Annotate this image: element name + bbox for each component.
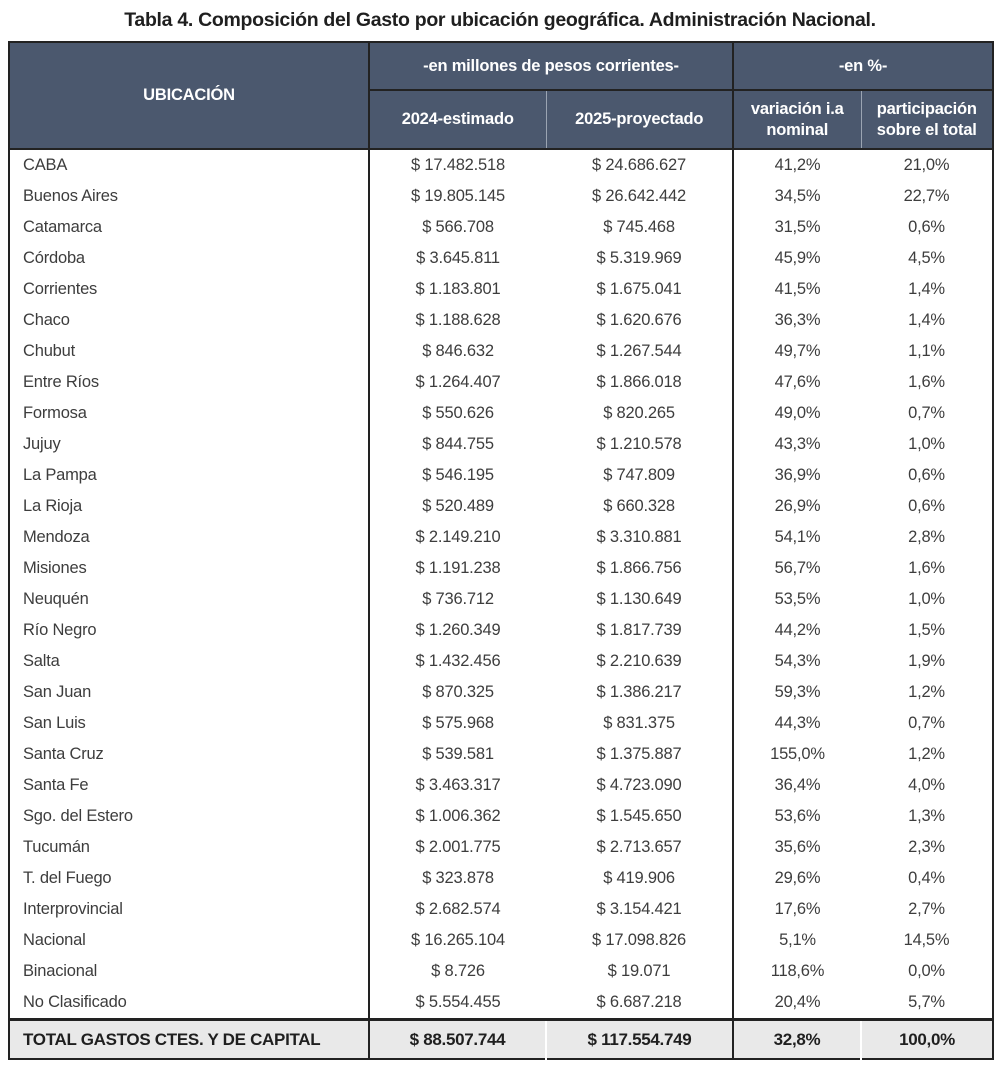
cell-2024-estimado: $ 1.183.801 xyxy=(369,274,546,305)
cell-variacion-nominal: 26,9% xyxy=(733,491,861,522)
cell-ubicacion: Río Negro xyxy=(9,615,369,646)
table-row xyxy=(9,677,993,708)
cell-participacion-total: 1,3% xyxy=(861,801,993,832)
cell-ubicacion: Santa Fe xyxy=(9,770,369,801)
cell-participacion-total: 1,5% xyxy=(861,615,993,646)
cell-participacion-total: 1,2% xyxy=(861,739,993,770)
cell-participacion-total: 1,1% xyxy=(861,336,993,367)
cell-ubicacion: Neuquén xyxy=(9,584,369,615)
cell-ubicacion: Córdoba xyxy=(9,243,369,274)
cell-ubicacion: Interprovincial xyxy=(9,894,369,925)
cell-variacion-nominal: 155,0% xyxy=(733,739,861,770)
cell-variacion-nominal: 41,2% xyxy=(733,149,861,181)
cell-2025-proyectado: $ 1.386.217 xyxy=(546,677,733,708)
cell-2024-estimado: $ 3.463.317 xyxy=(369,770,546,801)
table-row xyxy=(9,770,993,801)
cell-2024-estimado: $ 2.001.775 xyxy=(369,832,546,863)
table-row xyxy=(9,305,993,336)
total-participacion-total: 100,0% xyxy=(861,1020,993,1060)
cell-variacion-nominal: 36,4% xyxy=(733,770,861,801)
cell-2024-estimado: $ 736.712 xyxy=(369,584,546,615)
cell-participacion-total: 0,6% xyxy=(861,212,993,243)
cell-ubicacion: San Luis xyxy=(9,708,369,739)
cell-participacion-total: 4,0% xyxy=(861,770,993,801)
cell-ubicacion: No Clasificado xyxy=(9,987,369,1020)
group-header-pesos-corrientes: -en millones de pesos corrientes- xyxy=(369,42,733,90)
cell-variacion-nominal: 44,2% xyxy=(733,615,861,646)
cell-2025-proyectado: $ 1.130.649 xyxy=(546,584,733,615)
cell-2024-estimado: $ 566.708 xyxy=(369,212,546,243)
cell-ubicacion: La Rioja xyxy=(9,491,369,522)
cell-participacion-total: 4,5% xyxy=(861,243,993,274)
cell-ubicacion: Entre Ríos xyxy=(9,367,369,398)
table-row xyxy=(9,987,993,1020)
cell-participacion-total: 2,7% xyxy=(861,894,993,925)
cell-participacion-total: 1,4% xyxy=(861,274,993,305)
cell-2025-proyectado: $ 19.071 xyxy=(546,956,733,987)
table-row xyxy=(9,832,993,863)
table-row xyxy=(9,739,993,770)
table-row xyxy=(9,181,993,212)
cell-variacion-nominal: 41,5% xyxy=(733,274,861,305)
cell-variacion-nominal: 49,7% xyxy=(733,336,861,367)
cell-2024-estimado: $ 1.432.456 xyxy=(369,646,546,677)
table-row xyxy=(9,460,993,491)
cell-variacion-nominal: 43,3% xyxy=(733,429,861,460)
table-row xyxy=(9,212,993,243)
table-footer xyxy=(9,1020,993,1060)
table-row xyxy=(9,429,993,460)
cell-participacion-total: 1,0% xyxy=(861,429,993,460)
cell-2024-estimado: $ 16.265.104 xyxy=(369,925,546,956)
cell-variacion-nominal: 44,3% xyxy=(733,708,861,739)
cell-variacion-nominal: 54,1% xyxy=(733,522,861,553)
cell-2025-proyectado: $ 1.817.739 xyxy=(546,615,733,646)
cell-ubicacion: Jujuy xyxy=(9,429,369,460)
cell-2025-proyectado: $ 24.686.627 xyxy=(546,149,733,181)
expense-by-location-table xyxy=(8,41,994,1060)
cell-2025-proyectado: $ 17.098.826 xyxy=(546,925,733,956)
cell-variacion-nominal: 36,9% xyxy=(733,460,861,491)
total-label: TOTAL GASTOS CTES. Y DE CAPITAL xyxy=(9,1020,369,1060)
cell-ubicacion: Binacional xyxy=(9,956,369,987)
table-row xyxy=(9,243,993,274)
cell-ubicacion: Formosa xyxy=(9,398,369,429)
cell-2025-proyectado: $ 1.545.650 xyxy=(546,801,733,832)
cell-variacion-nominal: 45,9% xyxy=(733,243,861,274)
table-row xyxy=(9,801,993,832)
cell-variacion-nominal: 118,6% xyxy=(733,956,861,987)
cell-2025-proyectado: $ 4.723.090 xyxy=(546,770,733,801)
total-variacion-nominal: 32,8% xyxy=(733,1020,861,1060)
total-2025-proyectado: $ 117.554.749 xyxy=(546,1020,733,1060)
cell-2024-estimado: $ 575.968 xyxy=(369,708,546,739)
cell-2025-proyectado: $ 3.310.881 xyxy=(546,522,733,553)
cell-participacion-total: 0,0% xyxy=(861,956,993,987)
cell-variacion-nominal: 17,6% xyxy=(733,894,861,925)
cell-variacion-nominal: 5,1% xyxy=(733,925,861,956)
cell-participacion-total: 2,3% xyxy=(861,832,993,863)
cell-variacion-nominal: 29,6% xyxy=(733,863,861,894)
cell-participacion-total: 1,9% xyxy=(861,646,993,677)
cell-participacion-total: 14,5% xyxy=(861,925,993,956)
cell-variacion-nominal: 53,6% xyxy=(733,801,861,832)
cell-2025-proyectado: $ 2.210.639 xyxy=(546,646,733,677)
cell-participacion-total: 1,4% xyxy=(861,305,993,336)
cell-2025-proyectado: $ 1.210.578 xyxy=(546,429,733,460)
cell-ubicacion: Nacional xyxy=(9,925,369,956)
cell-2024-estimado: $ 1.188.628 xyxy=(369,305,546,336)
cell-2025-proyectado: $ 26.642.442 xyxy=(546,181,733,212)
table-row xyxy=(9,615,993,646)
table-row xyxy=(9,367,993,398)
cell-2024-estimado: $ 539.581 xyxy=(369,739,546,770)
cell-participacion-total: 1,2% xyxy=(861,677,993,708)
cell-ubicacion: La Pampa xyxy=(9,460,369,491)
cell-ubicacion: Mendoza xyxy=(9,522,369,553)
cell-2024-estimado: $ 5.554.455 xyxy=(369,987,546,1020)
cell-2025-proyectado: $ 1.866.018 xyxy=(546,367,733,398)
column-header-2024-estimado: 2024-estimado xyxy=(369,90,546,149)
cell-ubicacion: CABA xyxy=(9,149,369,181)
column-header-ubicacion: UBICACIÓN xyxy=(9,42,369,149)
cell-ubicacion: Chaco xyxy=(9,305,369,336)
cell-ubicacion: Corrientes xyxy=(9,274,369,305)
cell-2025-proyectado: $ 831.375 xyxy=(546,708,733,739)
cell-2024-estimado: $ 870.325 xyxy=(369,677,546,708)
total-row xyxy=(9,1020,993,1060)
table-row xyxy=(9,398,993,429)
cell-participacion-total: 0,7% xyxy=(861,398,993,429)
cell-2025-proyectado: $ 6.687.218 xyxy=(546,987,733,1020)
cell-participacion-total: 21,0% xyxy=(861,149,993,181)
cell-2024-estimado: $ 3.645.811 xyxy=(369,243,546,274)
cell-2024-estimado: $ 550.626 xyxy=(369,398,546,429)
cell-variacion-nominal: 54,3% xyxy=(733,646,861,677)
cell-2025-proyectado: $ 1.675.041 xyxy=(546,274,733,305)
group-header-porcentaje: -en %- xyxy=(733,42,993,90)
cell-variacion-nominal: 53,5% xyxy=(733,584,861,615)
cell-2024-estimado: $ 1.191.238 xyxy=(369,553,546,584)
cell-2024-estimado: $ 2.682.574 xyxy=(369,894,546,925)
cell-2024-estimado: $ 17.482.518 xyxy=(369,149,546,181)
cell-ubicacion: Sgo. del Estero xyxy=(9,801,369,832)
cell-2025-proyectado: $ 1.267.544 xyxy=(546,336,733,367)
cell-2025-proyectado: $ 745.468 xyxy=(546,212,733,243)
cell-participacion-total: 1,0% xyxy=(861,584,993,615)
cell-variacion-nominal: 35,6% xyxy=(733,832,861,863)
table-row xyxy=(9,274,993,305)
table-row xyxy=(9,956,993,987)
table-row xyxy=(9,553,993,584)
table-row xyxy=(9,149,993,181)
cell-participacion-total: 2,8% xyxy=(861,522,993,553)
table-row xyxy=(9,925,993,956)
table-row xyxy=(9,491,993,522)
cell-2024-estimado: $ 1.260.349 xyxy=(369,615,546,646)
cell-participacion-total: 0,6% xyxy=(861,491,993,522)
cell-participacion-total: 5,7% xyxy=(861,987,993,1020)
cell-ubicacion: T. del Fuego xyxy=(9,863,369,894)
cell-ubicacion: San Juan xyxy=(9,677,369,708)
cell-variacion-nominal: 49,0% xyxy=(733,398,861,429)
cell-2025-proyectado: $ 1.866.756 xyxy=(546,553,733,584)
cell-participacion-total: 0,4% xyxy=(861,863,993,894)
cell-variacion-nominal: 47,6% xyxy=(733,367,861,398)
cell-variacion-nominal: 20,4% xyxy=(733,987,861,1020)
cell-2025-proyectado: $ 5.319.969 xyxy=(546,243,733,274)
cell-variacion-nominal: 36,3% xyxy=(733,305,861,336)
cell-2025-proyectado: $ 747.809 xyxy=(546,460,733,491)
cell-2025-proyectado: $ 2.713.657 xyxy=(546,832,733,863)
table-row xyxy=(9,708,993,739)
cell-participacion-total: 0,7% xyxy=(861,708,993,739)
cell-2024-estimado: $ 520.489 xyxy=(369,491,546,522)
table-row xyxy=(9,336,993,367)
cell-variacion-nominal: 59,3% xyxy=(733,677,861,708)
table-row xyxy=(9,646,993,677)
cell-2024-estimado: $ 8.726 xyxy=(369,956,546,987)
table-row xyxy=(9,584,993,615)
cell-2025-proyectado: $ 1.620.676 xyxy=(546,305,733,336)
table-body xyxy=(9,149,993,1020)
cell-2024-estimado: $ 2.149.210 xyxy=(369,522,546,553)
cell-variacion-nominal: 56,7% xyxy=(733,553,861,584)
cell-2025-proyectado: $ 660.328 xyxy=(546,491,733,522)
cell-participacion-total: 1,6% xyxy=(861,553,993,584)
total-2024-estimado: $ 88.507.744 xyxy=(369,1020,546,1060)
column-header-variacion-nominal: variación i.a nominal xyxy=(733,90,861,149)
cell-variacion-nominal: 34,5% xyxy=(733,181,861,212)
cell-2025-proyectado: $ 1.375.887 xyxy=(546,739,733,770)
cell-2024-estimado: $ 19.805.145 xyxy=(369,181,546,212)
cell-2024-estimado: $ 1.264.407 xyxy=(369,367,546,398)
table-header xyxy=(9,42,993,149)
cell-participacion-total: 0,6% xyxy=(861,460,993,491)
table-row xyxy=(9,894,993,925)
cell-2025-proyectado: $ 820.265 xyxy=(546,398,733,429)
cell-participacion-total: 1,6% xyxy=(861,367,993,398)
cell-2024-estimado: $ 546.195 xyxy=(369,460,546,491)
cell-ubicacion: Catamarca xyxy=(9,212,369,243)
cell-participacion-total: 22,7% xyxy=(861,181,993,212)
cell-ubicacion: Tucumán xyxy=(9,832,369,863)
column-header-2025-proyectado: 2025-proyectado xyxy=(546,90,733,149)
cell-2024-estimado: $ 846.632 xyxy=(369,336,546,367)
cell-variacion-nominal: 31,5% xyxy=(733,212,861,243)
cell-ubicacion: Buenos Aires xyxy=(9,181,369,212)
table-title: Tabla 4. Composición del Gasto por ubicación geográfica. Administración Nacional. xyxy=(124,9,876,31)
cell-ubicacion: Salta xyxy=(9,646,369,677)
cell-2024-estimado: $ 1.006.362 xyxy=(369,801,546,832)
column-header-participacion-total: participación sobre el total xyxy=(861,90,993,149)
cell-ubicacion: Misiones xyxy=(9,553,369,584)
table-row xyxy=(9,522,993,553)
cell-2025-proyectado: $ 3.154.421 xyxy=(546,894,733,925)
cell-2024-estimado: $ 323.878 xyxy=(369,863,546,894)
cell-ubicacion: Santa Cruz xyxy=(9,739,369,770)
cell-2025-proyectado: $ 419.906 xyxy=(546,863,733,894)
cell-2024-estimado: $ 844.755 xyxy=(369,429,546,460)
cell-ubicacion: Chubut xyxy=(9,336,369,367)
table-row xyxy=(9,863,993,894)
